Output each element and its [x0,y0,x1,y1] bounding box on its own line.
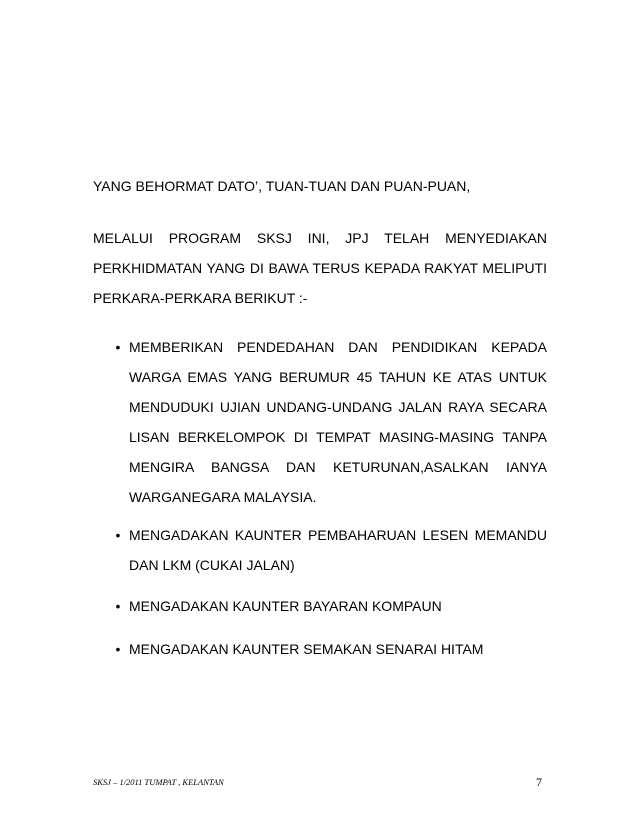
list-item [93,332,547,512]
bullet-icon: • [115,339,121,355]
list-item-text: MENGADAKAN KAUNTER SEMAKAN SENARAI HITAM [129,641,484,657]
bullet-icon: • [115,641,121,657]
list-item [93,520,547,580]
page-number: 7 [536,775,542,789]
list-item-text: MEMBERIKAN PENDEDAHAN DAN PENDIDIKAN KEPADA WARGA EMAS YANG BERUMUR 45 TAHUN KE ATAS UNTUK MENDUDUKI UJIAN UNDANG-UNDANG JALAN RAYA SECARA LISAN BERKELOMPOK DI TEMPAT MASING-MASING TANPA MENGIRA BANGSA DAN KETURUNAN,ASALKAN IANYA WARGANEGARA MALAYSIA. [129,339,547,505]
intro-paragraph: MELALUI PROGRAM SKSJ INI, JPJ TELAH MENYEDIAKAN PERKHIDMATAN YANG DI BAWA TERUS KEPADA RAKYAT MELIPUTI PERKARA-PERKARA BERIKUT :- [93,230,547,306]
bullet-icon: • [115,527,121,543]
salutation: YANG BEHORMAT DATO’, TUAN-TUAN DAN PUAN-PUAN, [93,178,471,194]
list-item-text: MENGADAKAN KAUNTER PEMBAHARUAN LESEN MEMANDU DAN LKM (CUKAI JALAN) [129,527,547,573]
footer-text: SKSJ – 1/2011 TUMPAT , KELANTAN [93,777,224,787]
list-item [93,591,547,621]
bullet-icon: • [115,598,121,614]
list-item-text: MENGADAKAN KAUNTER BAYARAN KOMPAUN [129,598,442,614]
list-item [93,634,547,664]
